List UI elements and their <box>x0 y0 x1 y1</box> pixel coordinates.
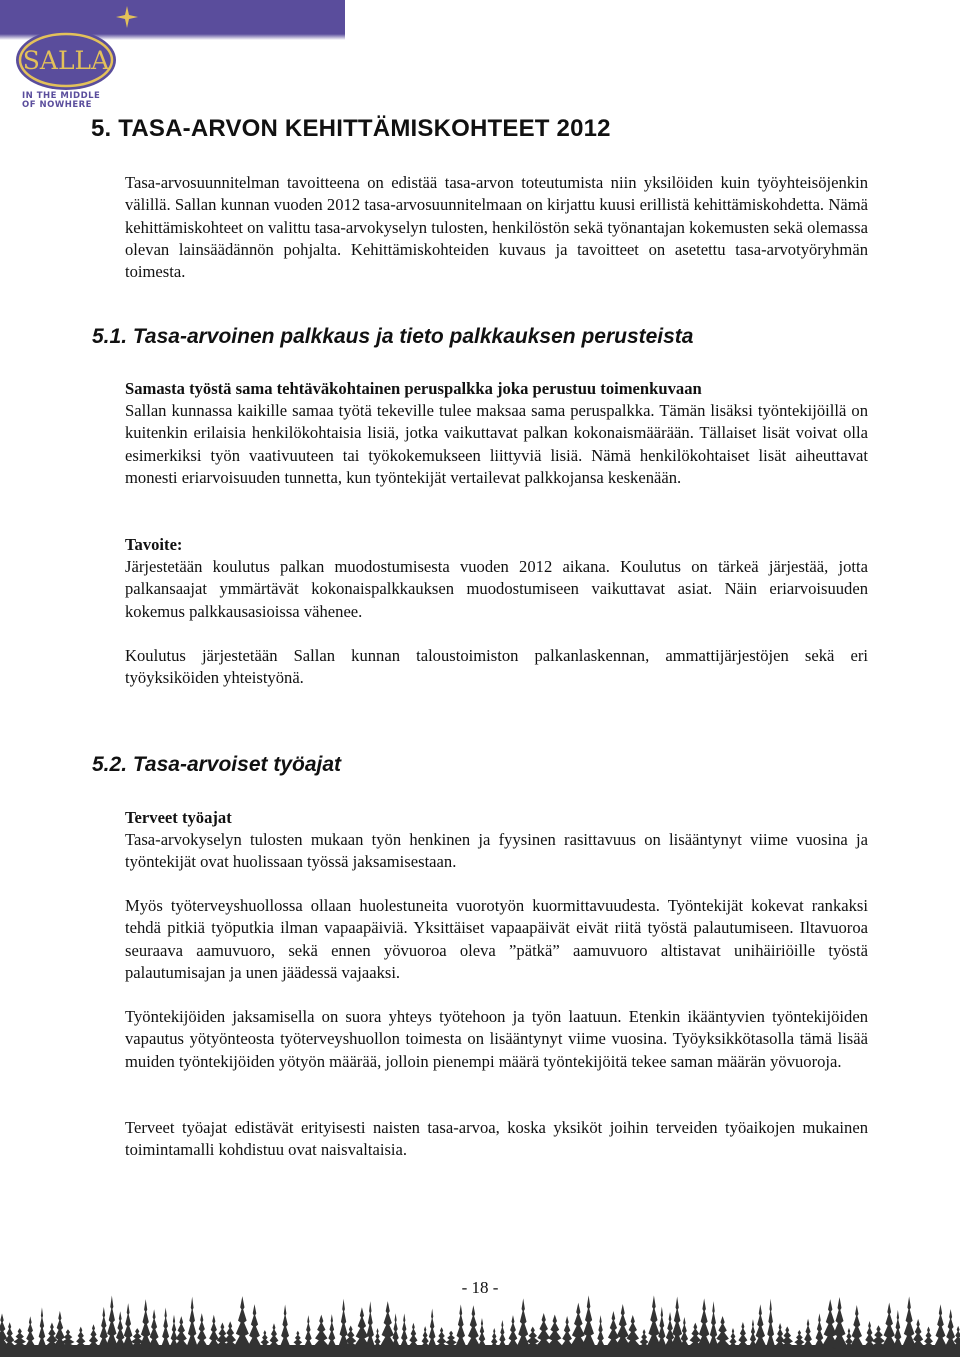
tree-silhouette <box>490 1328 499 1349</box>
tree-silhouette <box>882 1303 897 1349</box>
tree-silhouette <box>902 1296 916 1349</box>
page-number: - 18 - <box>461 1278 499 1297</box>
intro-paragraph: Tasa-arvosuunnitelman tavoitteena on edistää tasa-arvon toteutumista niin yksilöiden kuin työyhteisöjenkin välillä. Sallan kunnan vuoden 2012 tasa-arvosuunnitelmaan on kirjattu kuusi erillistä kehittämiskohdetta. Nämä kehittämiskohteet on valittu tasa-arvokyselyn tulosten, henkilöstön sekä työnantajan kokemusten sekä olemassa olevan lainsäädännön pohjalta. Kehittämiskohteiden kuvaus ja tavoitteet on asetettu tasa-arvotyöryhmän toimesta. <box>125 173 868 282</box>
goal-label: Tavoite: <box>125 535 183 554</box>
tree-silhouette <box>408 1323 419 1349</box>
tree-silhouette <box>196 1313 208 1349</box>
subheading-basic-salary: Samasta työstä sama tehtäväkohtainen peruspalkka joka perustuu toimenkuvaan <box>125 379 702 398</box>
tree-silhouette <box>247 1304 261 1349</box>
tree-silhouette <box>87 1324 99 1349</box>
tree-silhouette <box>814 1313 824 1349</box>
tree-silhouette <box>106 1296 118 1349</box>
tree-silhouette <box>208 1315 220 1349</box>
section-heading-5-2: 5.2. Tasa-arvoiset työajat <box>92 753 342 776</box>
forest-silhouette-decoration <box>0 1287 960 1357</box>
tree-silhouette <box>365 1301 375 1349</box>
page-title: 5. TASA-ARVON KEHITTÄMISKOHTEET 2012 <box>91 115 611 142</box>
tree-silhouette <box>737 1322 749 1349</box>
paragraph-5-1-c: Koulutus järjestetään Sallan kunnan taloustoimiston palkanlaskennan, ammattijärjestöjen sekä eri työyksiköiden yhteistyönä. <box>125 646 868 688</box>
section-heading-5-1: 5.1. Tasa-arvoinen palkkaus ja tieto palkkauksen perusteista <box>92 325 694 348</box>
tree-silhouette <box>803 1319 813 1349</box>
tree-silhouette <box>466 1305 480 1349</box>
tree-silhouette <box>728 1328 738 1349</box>
tree-silhouette <box>268 1323 280 1349</box>
tree-silhouette <box>647 1295 662 1349</box>
logo-text: SALLA <box>22 46 110 75</box>
tree-silhouette <box>292 1331 304 1349</box>
tree-silhouette <box>187 1297 198 1349</box>
tree-silhouette <box>304 1315 313 1349</box>
tree-silhouette <box>25 1316 36 1349</box>
tree-silhouette <box>596 1315 605 1349</box>
paragraph-5-2-d: Terveet työajat edistävät erityisesti naisten tasa-arvoa, koska yksiköt joihin terveiden työaikojen mukainen toimintamalli kohdistuu ovat naisvaltaisia. <box>125 1118 868 1160</box>
tree-silhouette <box>327 1314 336 1349</box>
tree-silhouette <box>766 1299 775 1349</box>
tree-silhouette <box>38 1307 47 1349</box>
paragraph-5-2-c: Työntekijöiden jaksamisella on suora yhteys työtehoon ja työn laatuun. Etenkin ikääntyvien työntekijöiden vapautus yötyönteosta työterveyshuollon toimesta on lisääntynyt viime vuosina. Työyksikkötasolla tämä lisää muiden työntekijöiden yötyön määrää, jolloin pienempi määrä työntekijöitä tekee saman määrän yövuoroja. <box>125 1007 868 1071</box>
logo-tagline: IN THE MIDDLE OF NOWHERE <box>22 91 101 110</box>
tree-silhouette <box>754 1304 767 1349</box>
tree-silhouette <box>671 1296 684 1349</box>
subheading-healthy-hours: Terveet työajat <box>125 808 232 827</box>
paragraph-5-2-b: Myös työterveyshuollossa ollaan huolestuneita vuorotyön kuormittavuudesta. Työntekijät kokevat rankaksi tehdä pitkiä työputkia ilman vapaapäiviä. Yksittäiset vapaapäivät eivät riitä työstä palautumiseen. Iltavuoroa seuraava aamuvuoro, sekä ennen yövuoroa oleva ”pätkä” aamuvuoro altistavat unihäiriöille työstä palautumisajan ja unen jäädessä vajaaksi. <box>125 896 868 982</box>
tree-silhouette <box>259 1330 270 1349</box>
tree-silhouette <box>581 1295 595 1349</box>
tree-silhouette <box>923 1327 935 1349</box>
tree-silhouette <box>280 1304 291 1349</box>
tree-silhouette <box>507 1315 519 1349</box>
tree-silhouette <box>75 1327 87 1349</box>
tree-silhouette <box>934 1304 947 1349</box>
star-icon <box>116 6 138 28</box>
tree-silhouette <box>945 1309 957 1349</box>
tree-silhouette <box>380 1301 396 1349</box>
tree-silhouette <box>234 1296 251 1349</box>
paragraph-5-1-b: Järjestetään koulutus palkan muodostumisesta vuoden 2012 aikana. Koulutus on tärkeä järjestää, jotta palkansaajat ymmärtävät kokonaispalkkauksen muodostumiseen vaikuttavat asiat. Näin eriarvoisuuden kokemus palkkausasioissa vähenee. <box>125 557 868 621</box>
salla-logo <box>14 28 118 92</box>
paragraph-5-1-a: Sallan kunnassa kaikille samaa työtä tekeville tulee maksaa sama peruspalkka. Tämän lisäksi työntekijöillä on kuitenkin erilaisia henkilökohtaisia lisiä, jotka vaikuttavat palkan kokonaismäärään. Tällaiset lisät voivat olla esimerkiksi työn vaativuuteen tai työkokemukseen liittyviä lisiä. Nämä henkilökohtaiset lisät aiheuttavat monesti eriarvoisuuden tunnetta, kun työntekijät vertailevat palkkojansa keskenään. <box>125 401 868 487</box>
paragraph-5-2-a: Tasa-arvokyselyn tulosten mukaan työn henkinen ja fyysinen rasittavuus on lisääntynyt viime vuosina ja työntekijät ovat huolissaan työssä jaksamisestaan. <box>125 830 868 872</box>
tree-silhouette <box>709 1301 719 1349</box>
tree-silhouette <box>455 1304 466 1349</box>
tree-silhouette <box>161 1307 170 1349</box>
tree-silhouette <box>428 1309 437 1349</box>
tree-silhouette <box>498 1320 506 1349</box>
tree-silhouette <box>313 1315 330 1349</box>
tree-silhouette <box>400 1313 409 1349</box>
